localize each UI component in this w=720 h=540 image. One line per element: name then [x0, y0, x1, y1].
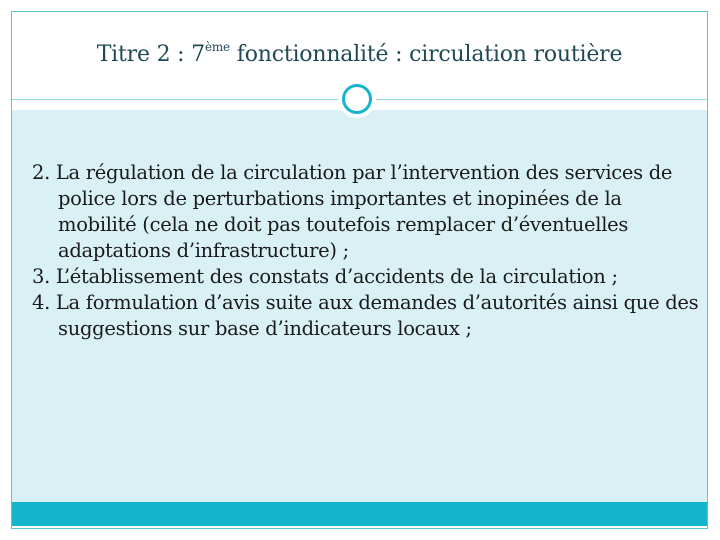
body-text: [32, 160, 702, 342]
title-superscript: ème: [204, 40, 230, 54]
list-item: 2. La régulation de la circulation par l’intervention des services de police lors de perturbations importantes et inopinées de la mobilité (cela ne doit pas toutefois remplacer d’éventuelles adaptations d’infrastructure) ;: [32, 161, 673, 262]
circle-ornament-icon: [342, 84, 372, 114]
list-item: 4. La formulation d’avis suite aux demandes d’autorités ainsi que des suggestions sur base d’indicateurs locaux ;: [32, 291, 699, 340]
content-area: [12, 110, 707, 502]
slide-title: [12, 42, 707, 67]
title-prefix: Titre 2 : 7: [96, 42, 205, 67]
list-item: 3. L’établissement des constats d’accidents de la circulation ;: [32, 265, 618, 288]
bottom-accent-bar: [12, 502, 707, 526]
title-suffix: fonctionnalité : circulation routière: [229, 42, 623, 67]
